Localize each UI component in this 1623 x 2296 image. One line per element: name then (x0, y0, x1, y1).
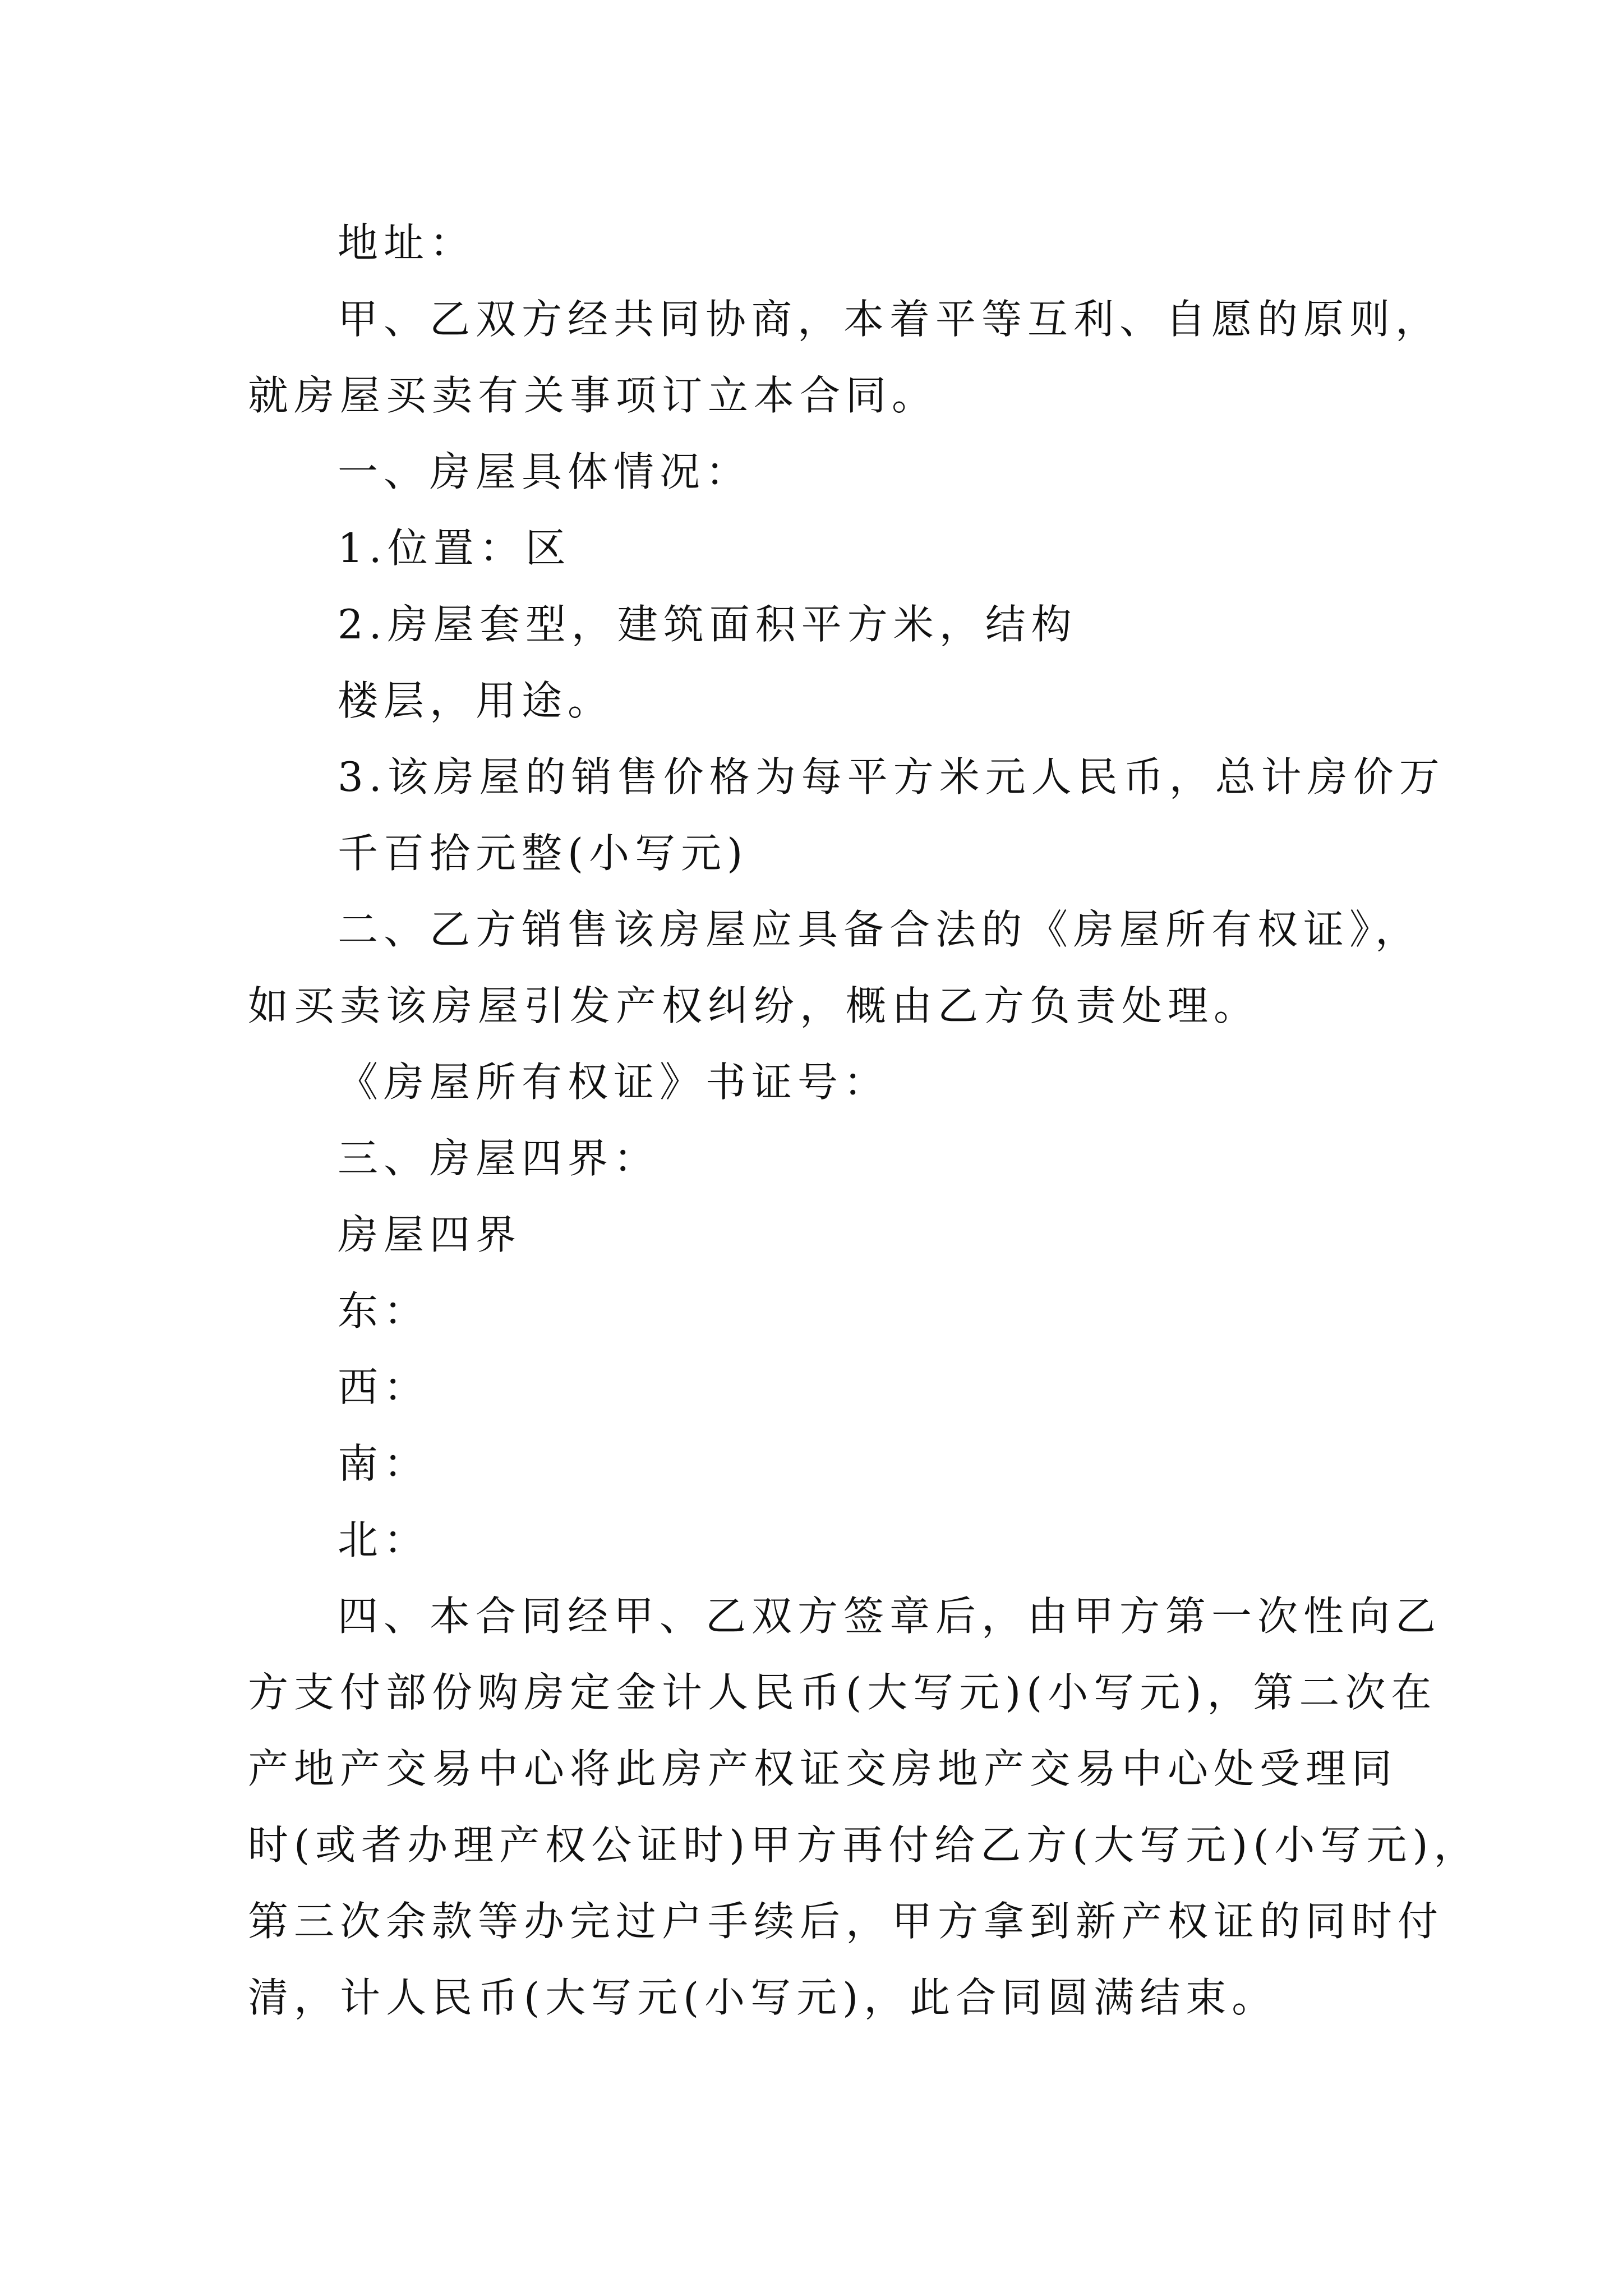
item-3-price-line-1: 3.该房屋的销售价格为每平方米元人民币，总计房价万 (338, 753, 1445, 800)
boundary-east: 东： (338, 1287, 430, 1335)
item-1-location: 1.位置：区 (338, 524, 571, 572)
contract-body (248, 213, 1480, 2044)
address-line: 地址： (338, 219, 476, 266)
boundary-south: 南： (338, 1440, 430, 1487)
section-3-heading: 三、房屋四界： (338, 1135, 660, 1182)
section-4-line-2: 方支付部份购房定金计人民币(大写元)(小写元)，第二次在 (248, 1669, 1437, 1716)
section-4-line-3: 产地产交易中心将此房产权证交房地产交易中心处受理同 (248, 1745, 1398, 1792)
certificate-number-line: 《房屋所有权证》书证号： (338, 1059, 890, 1106)
intro-paragraph-line-1: 甲、乙双方经共同协商，本着平等互利、自愿的原则， (338, 296, 1442, 343)
intro-paragraph-line-2: 就房屋买卖有关事项订立本合同。 (248, 372, 938, 419)
section-4-line-4: 时(或者办理产权公证时)甲方再付给乙方(大写元)(小写元)， (248, 1821, 1480, 1869)
section-4-line-5: 第三次余款等办完过户手续后，甲方拿到新产权证的同时付 (248, 1898, 1444, 1945)
section-2-line-1: 二、乙方销售该房屋应具备合法的《房屋所有权证》， (338, 906, 1422, 953)
boundaries-label: 房屋四界 (338, 1211, 522, 1258)
section-1-heading: 一、房屋具体情况： (338, 448, 752, 495)
item-3-price-line-2: 千百拾元整(小写元) (338, 830, 749, 877)
item-2-house-type: 2.房屋套型，建筑面积平方米，结构 (338, 601, 1077, 648)
boundary-west: 西： (338, 1364, 430, 1411)
section-2-line-2: 如买卖该房屋引发产权纠纷，概由乙方负责处理。 (248, 982, 1260, 1029)
section-4-line-1: 四、本合同经甲、乙双方签章后，由甲方第一次性向乙 (338, 1593, 1442, 1640)
boundary-north: 北： (338, 1516, 430, 1563)
section-4-line-6: 清，计人民币(大写元(小写元)，此合同圆满结束。 (248, 1974, 1278, 2021)
item-2-floor-usage: 楼层，用途。 (338, 677, 614, 724)
